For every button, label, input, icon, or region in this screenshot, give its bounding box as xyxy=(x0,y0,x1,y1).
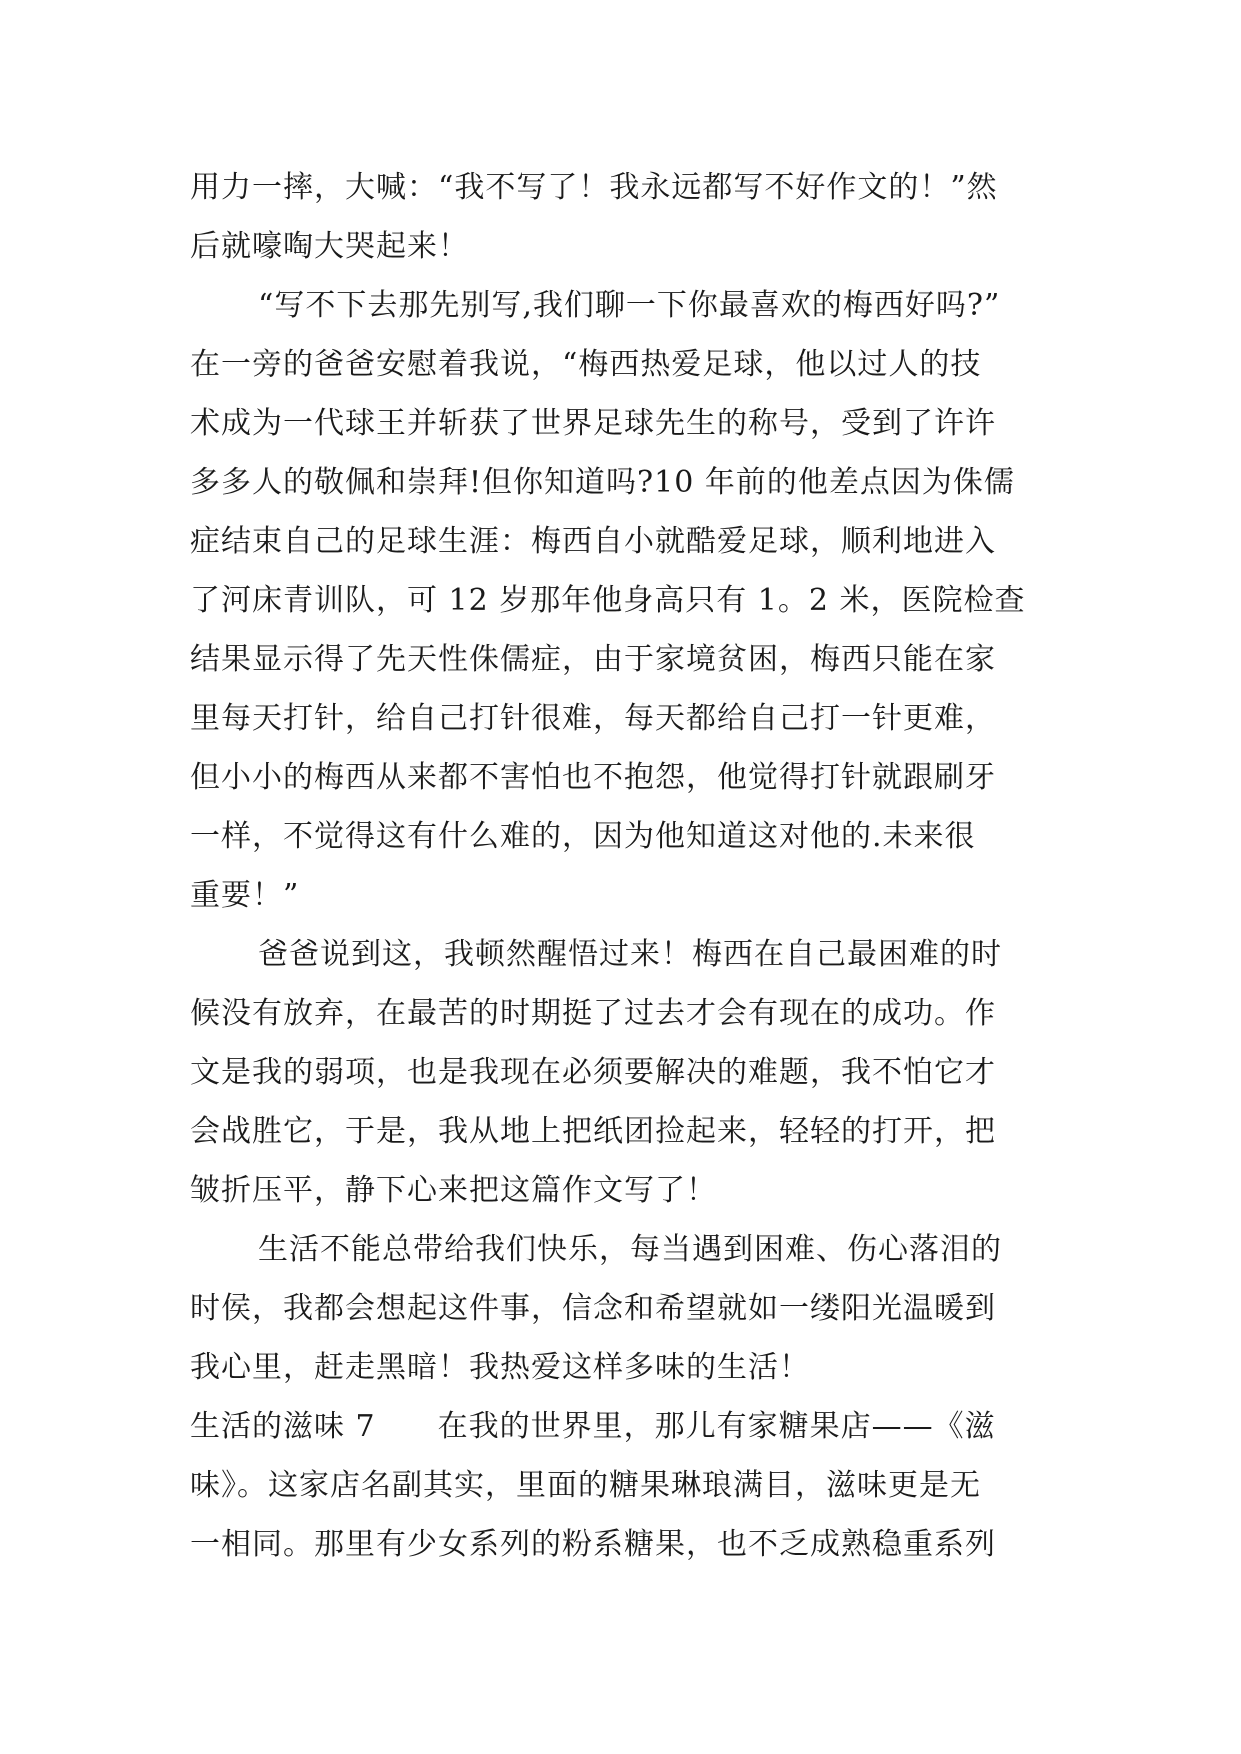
section-title: 生活的滋味 7 xyxy=(190,1409,376,1444)
text-line: 一样，不觉得这有什么难的，因为他知道这对他的.未来很 xyxy=(190,819,976,854)
text-line: 了河床青训队，可 12 岁那年他身高只有 1。2 米，医院检查 xyxy=(190,583,1026,618)
text-line: 多多人的敬佩和崇拜!但你知道吗?10 年前的他差点因为侏儒 xyxy=(190,465,1015,500)
text-line: 文是我的弱项，也是我现在必须要解决的难题，我不怕它才 xyxy=(190,1055,996,1090)
text-line: 我心里，赶走黑暗！我热爱这样多味的生活！ xyxy=(190,1350,810,1385)
section-first-text: 在我的世界里，那儿有家糖果店——《滋 xyxy=(437,1409,996,1444)
text-line: “写不下去那先别写,我们聊一下你最喜欢的梅西好吗?” xyxy=(258,288,1001,323)
text-line: 结果显示得了先天性侏儒症，由于家境贫困，梅西只能在家 xyxy=(190,642,996,677)
section-title-line xyxy=(190,1397,1070,1456)
text-line: 皱折压平，静下心来把这篇作文写了！ xyxy=(190,1173,717,1208)
text-line: 生活不能总带给我们快乐，每当遇到困难、伤心落泪的 xyxy=(258,1232,1002,1267)
text-line: 一相同。那里有少女系列的粉系糖果，也不乏成熟稳重系列 xyxy=(190,1527,996,1562)
text-line: 里每天打针，给自己打针很难，每天都给自己打一针更难， xyxy=(190,701,996,736)
text-line: 爸爸说到这，我顿然醒悟过来！梅西在自己最困难的时 xyxy=(258,937,1002,972)
text-line: 术成为一代球王并斩获了世界足球先生的称号，受到了许许 xyxy=(190,406,996,441)
text-line: 味》。这家店名副其实，里面的糖果琳琅满目，滋味更是无 xyxy=(190,1468,981,1503)
text-line: 候没有放弃，在最苦的时期挺了过去才会有现在的成功。作 xyxy=(190,996,996,1031)
text-line: 在一旁的爸爸安慰着我说，“梅西热爱足球，他以过人的技 xyxy=(190,347,982,382)
text-line: 但小小的梅西从来都不害怕也不抱怨，他觉得打针就跟刷牙 xyxy=(190,760,996,795)
text-line: 重要！” xyxy=(190,878,300,913)
text-line: 后就嚎啕大哭起来！ xyxy=(190,229,469,264)
text-line: 会战胜它，于是，我从地上把纸团捡起来，轻轻的打开，把 xyxy=(190,1114,996,1149)
text-line: 用力一摔，大喊：“我不写了！我永远都写不好作文的！”然 xyxy=(190,170,998,205)
text-line: 时侯，我都会想起这件事，信念和希望就如一缕阳光温暖到 xyxy=(190,1291,996,1326)
text-line: 症结束自己的足球生涯：梅西自小就酷爱足球，顺利地进入 xyxy=(190,524,996,559)
document-body xyxy=(190,158,1070,1574)
